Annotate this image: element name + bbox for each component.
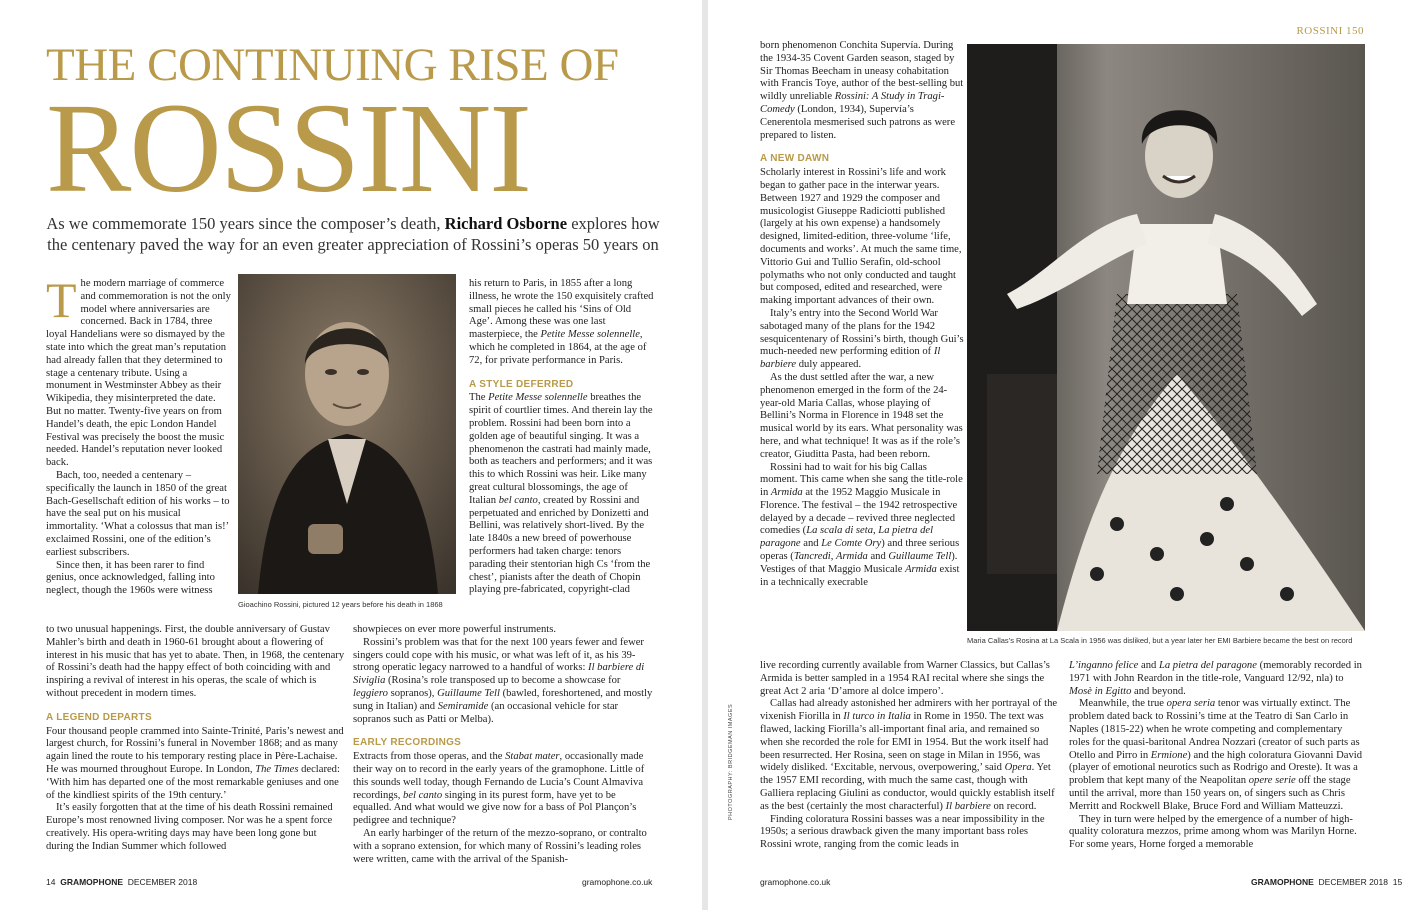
portrait-caption: Gioachino Rossini, pictured 12 years before his death in 1868 <box>238 600 443 609</box>
right-folio <box>1251 877 1402 887</box>
left-page <box>0 0 702 910</box>
left-page-number: 14 <box>46 877 56 887</box>
right-website: gramophone.co.uk <box>760 877 831 887</box>
article-column-6: L’inganno felice and La pietra del paragone (memorably recorded in 1971 with John Reardon in the title-role, Vanguard 12/92, nla) to Mosè in Egitto and beyond. Meanwhile, the true opera seria tenor was virtually extinct. The problem dated back to Rossini’s time at the Teatro di San Carlo in Naples (1815-22) when he wrote competing and complementary roles for the quasi-baritonal Andrea Nozzari (creator of such parts as Otello and Pirro in Ermione) and the high coloratura Giovanni David (player of emotional neurotics such as Rodrigo and Oreste). It was a problem that kept many of the Neapolitan opere serie off the stage until the arrival, more than 150 years on, of singers such as Chris Merritt and Rockwell Blake, Bruce Ford and William Matteuzzi. They in turn were helped by the emergence of a number of high-quality coloratura mezzos, prime among whom was Marilyn Horne. For some years, Horne forged a memorable <box>1069 660 1363 851</box>
article-column-4: born phenomenon Conchita Supervía. During the 1934-35 Covent Garden season, staged by Sir Thomas Beecham in uneasy cohabitation with Francis Toye, author of the best-selling but wildly unreliable Rossini: A Study in Tragi-Comedy (London, 1934), Supervía’s Cenerentola mesmerised such patrons as were prepared to listen. A NEW DAWN Scholarly interest in Rossini’s life and work began to gather pace in the interwar years. Between 1927 and 1929 the composer and musicologist Giuseppe Radiciotti published (largely at his own expense) a handsomely designed, limited-edition, three-volume ‘life, documents and works’. At much the same time, Vittorio Gui and Tullio Serafin, old-school polymaths who not only conducted and taught but composed, edited and researched, were making important advances of their own. Italy’s entry into the Second World War sabotaged many of the plans for the 1942 sesquicentenary of Rossini’s birth, though Gui’s much-needed new performing edition of Il barbiere duly appeared. As the dust settled after the war, a new phenomenon emerged in the form of the 24-year-old Maria Callas, whose playing of Bellini’s Norma in Florence in 1948 set the musical world by its ears. What personality was here, and what technique! It was as if the role’s creator, Giuditta Pasta, had been reborn. Rossini had to wait for his big Callas moment. This came when she sang the title-role in Armida at the 1952 Maggio Musicale in Florence. The festival – the 1942 retrospective delayed by a decade – revived three neglected comedies (La scala di seta, La pietra del paragone and Le Comte Ory) and three serious operas (Tancredi, Armida and Guillaume Tell). Vestiges of that Maggio Musicale Armida exist in a technically execrable <box>760 40 964 588</box>
section-label: ROSSINI 150 <box>1296 25 1364 37</box>
heading-legend-departs: A LEGEND DEPARTS <box>46 711 152 723</box>
article-column-1: The modern marriage of commerce and commemoration is not the only model where anniversaries are concerned. Back in 1784, three loyal Handelians were so dismayed by the state into which the great man’s reputation had already fallen that they determined to stage a centenary tribute. Using a monument in Westminster Abbey as their Wikipedia, they misinterpreted the date. But no matter. Twenty-five years on from Handel’s death, the epic London Handel Festival was precisely the boost the music needed. Handel’s reputation never looked back. Bach, too, needed a centenary – specifically the launch in 1850 of the great Bach-Gesellschaft edition of his works – to have the seal put on his musical immortality. ‘What a colossus that man is!’ exclaimed Rossini, one of the edition’s earliest subscribers. Since then, it has been rarer to find genius, once acknowledged, falling into neglect, though the 1960s were witness <box>46 278 231 597</box>
right-page <box>708 0 1409 910</box>
heading-new-dawn: A NEW DAWN <box>760 153 830 165</box>
drop-cap: T <box>46 278 77 328</box>
callas-photo <box>967 44 1365 631</box>
callas-caption: Maria Callas’s Rosina at La Scala in 1956 was disliked, but a year later her EMI Barbiere became the best on record <box>967 636 1353 645</box>
article-column-2-lower: showpieces on ever more powerful instruments. Rossini’s problem was that for the next 100 years fewer and fewer singers could cope with his music, or what was left of it, as his 39-strong operatic legacy narrowed to a handful of works: Il barbiere di Siviglia (Rosina’s role transposed up to become a showcase for leggiero sopranos), Guillaume Tell (bawled, foreshortened, and mostly sung in Italian) and Semiramide (an occasional vehicle for star sopranos such as Patti or Melba). EARLY RECORDINGS Extracts from those operas, and the Stabat mater, occasionally made their way on to record in the early years of the gramophone. Little of this sounds well today, though Fernando de Lucia’s Count Almaviva recordings, bel canto singing in its purest form, have yet to be equalled. And what would we give now for a bass of Pol Plançon’s pedigree and technique? An early harbinger of the return of the mezzo-soprano, or contralto with a soprano extension, for which many of Rossini’s leading roles were written, came with the arrival of the Spanish- <box>353 624 655 869</box>
left-website: gramophone.co.uk <box>582 877 653 887</box>
heading-early-recordings: EARLY RECORDINGS <box>353 737 462 749</box>
article-column-3: his return to Paris, in 1855 after a long illness, he wrote the 150 exquisitely crafted small pieces he called his ‘Sins of Old Age’. Among these was one last masterpiece, the Petite Messe solennelle, which he completed in 1864, at the age of 72, for private performance in Paris. A STYLE DEFERRED The Petite Messe solennelle breathes the spirit of courtlier times. And therein lay the problem. Rossini had been born into a golden age of beautiful singing. It was a phenomenon the castrati had mainly made, both as teachers and performers; and it was this to which Rossini was heir. Like many great cultural blossomings, the age of Italian bel canto, created by Rossini and perpetuated and enriched by Donizetti and Bellini, was relatively short-lived. By the late 1840s a new breed of powerhouse performers had taken charge: tenors parading their stentorian high Cs ‘from the chest’, pianists after the death of Chopin playing pre-fabricated, copyright-clad <box>469 278 654 596</box>
right-page-number: 15 <box>1392 877 1403 887</box>
standfirst <box>40 213 666 255</box>
standfirst-pre: As we commemorate 150 years since the composer’s death, <box>46 214 441 233</box>
article-column-1-lower: to two unusual happenings. First, the double anniversary of Gustav Mahler’s birth and death in 1960-61 brought about a flowering of interest in his music that has yet to abate. Then, in 1968, the centenary of Rossini’s death had the happy effect of both coinciding with and inspiring a revival of interest in his operas, the scale of which is without precedent in modern times. A LEGEND DEPARTS Four thousand people crammed into Sainte-Trinité, Paris’s newest and largest church, for Rossini’s funeral in November 1868; and as many again lined the route to his temporary resting place in Père-Lachaise. He was mourned throughout Europe. In London, The Times declared: ‘With him has departed one of the most remarkable geniuses and one of the kindliest spirits of the 19th century.’ It’s easily forgotten that at the time of his death Rossini remained Europe’s most renowned living composer. Nor was he a spent force creatively. His opera-writing days may have been long gone but during the Indian Summer which followed <box>46 624 345 852</box>
heading-style-deferred: A STYLE DEFERRED <box>469 378 574 390</box>
callas-illustration <box>967 44 1365 631</box>
photo-credit: PHOTOGRAPHY: BRIDGEMAN IMAGES <box>728 703 734 820</box>
article-column-5: live recording currently available from Warner Classics, but Callas’s Armida is better sampled in a 1954 RAI recital where she sings the great Act 2 aria ‘D’amore al dolce impero’. Callas had already astonished her admirers with her portrayal of the vixenish Fiorilla in Il turco in Italia in Rome in 1950. The text was flawed, lacking Fiorilla’s all-important final aria, and remained so when she recorded the role for EMI in 1954. But the work itself had been resurrected. Her Rosina, seen on stage in Milan in 1956, was widely disliked. ‘Excitable, nervous, overpowering,’ said Opera. Yet the 1957 EMI recording, with much the same cast, though with Galliera replacing Giulini as conductor, would quickly establish itself as the best (certainly the most characterful) Il barbiere on record. Finding coloratura Rossini basses was a near impossibility in the 1950s; a serious drawback given the many important bass roles Rossini wrote, ranging from the comic leads in <box>760 660 1058 851</box>
right-magazine-name: GRAMOPHONE <box>1251 877 1314 887</box>
left-folio <box>46 877 197 887</box>
standfirst-author: Richard Osborne <box>444 214 568 233</box>
left-magazine-name: GRAMOPHONE <box>60 877 124 887</box>
right-issue-date: DECEMBER 2018 <box>1318 877 1388 887</box>
rossini-portrait <box>238 274 456 594</box>
standfirst-post: explores how the centenary paved the way for an even greater appreciation of Rossini’s operas 50 years on <box>47 214 660 254</box>
left-issue-date: DECEMBER 2018 <box>127 877 198 887</box>
title-line-1: THE CONTINUING RISE OF <box>46 39 619 91</box>
title-line-2: ROSSINI <box>46 77 530 219</box>
portrait-illustration <box>238 274 456 594</box>
